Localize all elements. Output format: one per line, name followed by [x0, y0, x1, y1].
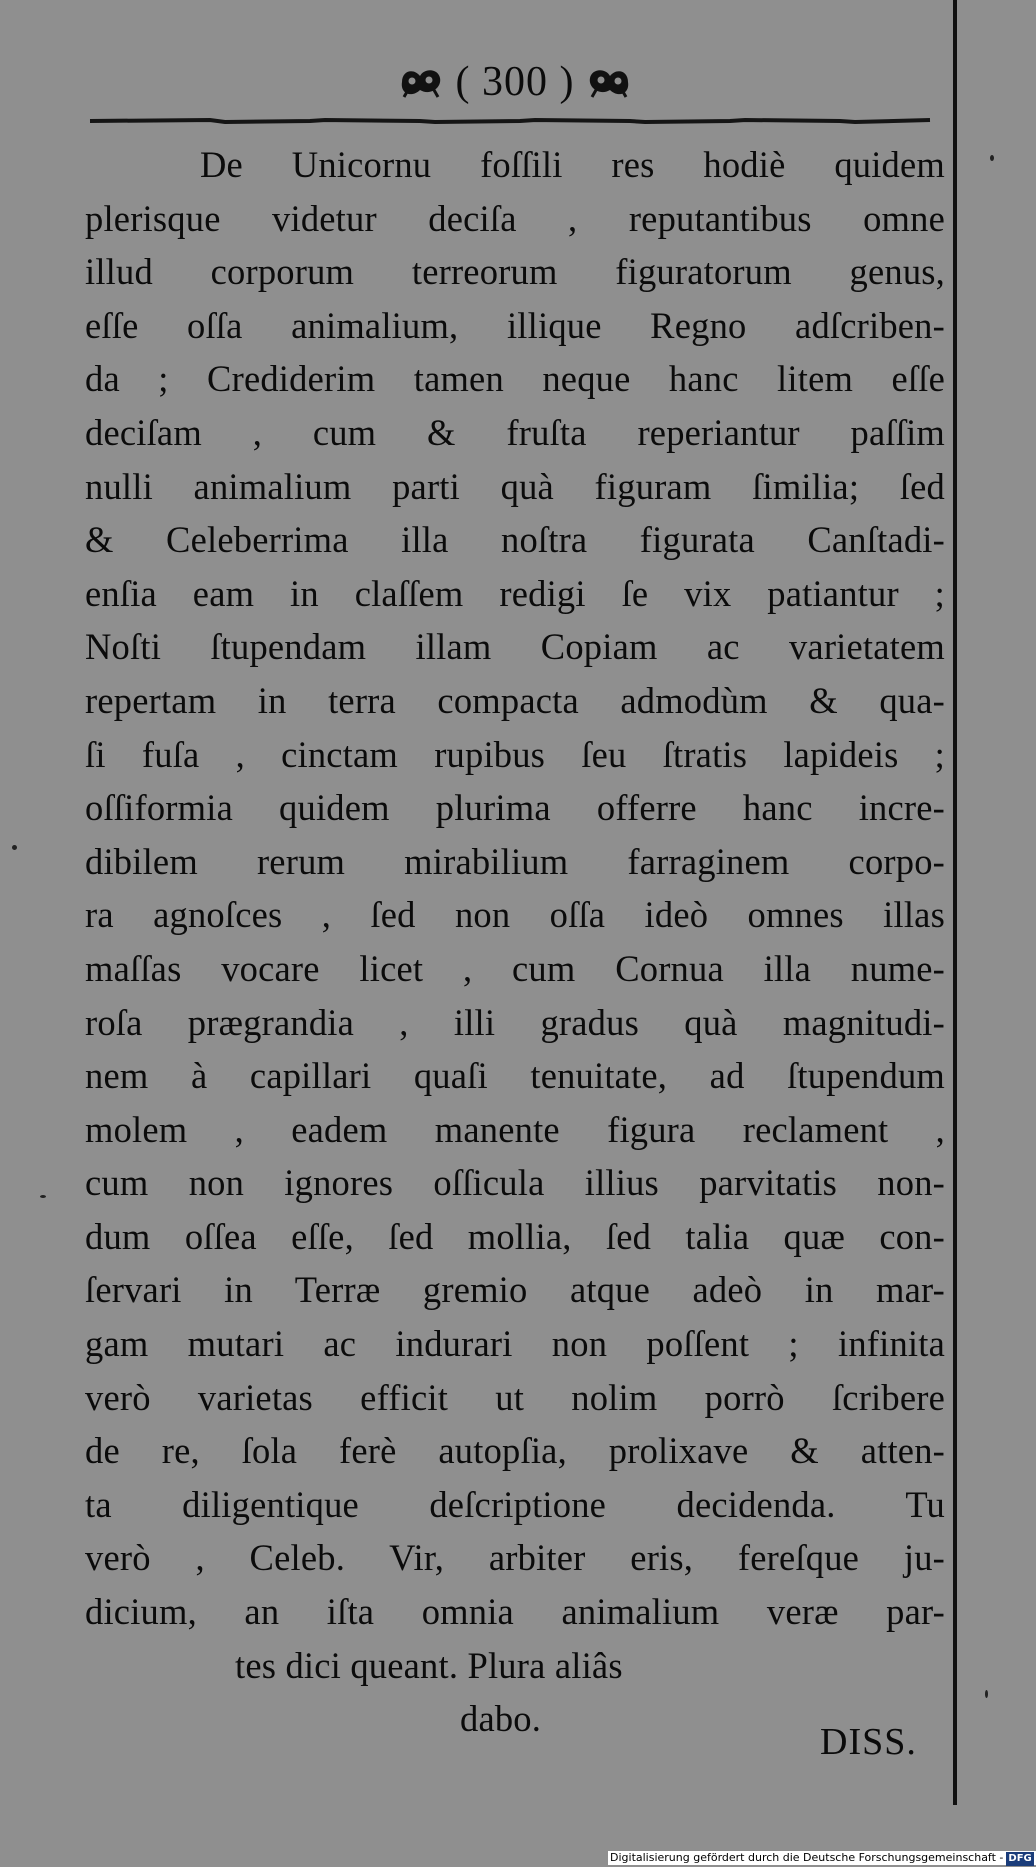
- scan-speck: [985, 1690, 988, 1698]
- text-line: repertam in terra compacta admodùm & qua-: [85, 679, 945, 721]
- text-line: ſervari in Terræ gremio atque adeò in mar-: [85, 1269, 945, 1311]
- text-line: nem à capillari quaſi tenuitate, ad ſtupendum: [85, 1055, 945, 1097]
- text-line: ta diligentique deſcriptione decidenda. Tu: [85, 1483, 945, 1525]
- text-line: ſi fuſa , cinctam rupibus ſeu ſtratis lapideis ;: [85, 733, 945, 775]
- page-edge-rule: [953, 0, 957, 1805]
- text-line: nulli animalium parti quà figuram ſimilia; ſed: [85, 465, 945, 507]
- text-line: dicium, an iſta omnia animalium veræ par-: [85, 1591, 945, 1633]
- text-line: illud corporum terreorum figuratorum genus,: [85, 251, 945, 293]
- page-header: [360, 52, 670, 112]
- fleuron-ornament-icon: [398, 64, 444, 100]
- text-line: da ; Crediderim tamen neque hanc litem eſſe: [85, 358, 945, 400]
- text-line: ra agnoſces , ſed non oſſa ideò omnes illas: [85, 894, 945, 936]
- text-line: roſa prægrandia , illi gradus quà magnitudi-: [85, 1001, 945, 1043]
- digitization-credit: [608, 1851, 1036, 1865]
- text-line: enſia eam in claſſem redigi ſe vix patiantur ;: [85, 572, 945, 614]
- text-line: dabo.: [460, 1698, 542, 1740]
- text-line: oſſiformia quidem plurima offerre hanc incre-: [85, 787, 945, 829]
- text-line: De Unicornu foſſili res hodiè quidem: [200, 144, 945, 185]
- text-line: molem , eadem manente figura reclament ,: [85, 1108, 945, 1150]
- text-line: deciſam , cum & fruſta reperiantur paſſim: [85, 411, 945, 453]
- text-line: de re, ſola ferè autopſia, prolixave & atten-: [85, 1430, 945, 1472]
- scan-speck: [990, 155, 994, 161]
- text-line: dibilem rerum mirabilium farraginem corpo-: [85, 840, 945, 882]
- text-line: cum non ignores oſſicula illius parvitatis non-: [85, 1162, 945, 1204]
- text-line: Noſti ſtupendam illam Copiam ac varietatem: [85, 626, 945, 668]
- dfg-logo: DFG: [1008, 1853, 1032, 1864]
- fleuron-ornament-icon: [586, 64, 632, 100]
- credit-text: Digitalisierung gefördert durch die Deutsche Forschungsgemeinschaft -: [610, 1851, 1004, 1864]
- page-number: ( 300 ): [455, 59, 575, 105]
- body-text: [85, 138, 945, 1746]
- text-line: tes dici queant. Plura aliâs: [235, 1644, 623, 1686]
- text-line: maſſas vocare licet , cum Cornua illa nume-: [85, 947, 945, 989]
- text-line: plerisque videtur deciſa , reputantibus omne: [85, 197, 945, 239]
- header-rule: [90, 118, 930, 124]
- scan-speck: [12, 845, 17, 850]
- catchword: DISS.: [820, 1721, 917, 1763]
- text-line: eſſe oſſa animalium, illique Regno adſcriben-: [85, 304, 945, 346]
- text-line: verò , Celeb. Vir, arbiter eris, fereſque ju-: [85, 1537, 945, 1579]
- text-line: dum oſſea eſſe, ſed mollia, ſed talia quæ con-: [85, 1215, 945, 1257]
- scan-speck: [40, 1195, 46, 1198]
- text-line: gam mutari ac indurari non poſſent ; infinita: [85, 1323, 945, 1365]
- text-line: & Celeberrima illa noſtra figurata Canſtadi-: [85, 519, 945, 561]
- text-line: verò varietas efficit ut nolim porrò ſcribere: [85, 1376, 945, 1418]
